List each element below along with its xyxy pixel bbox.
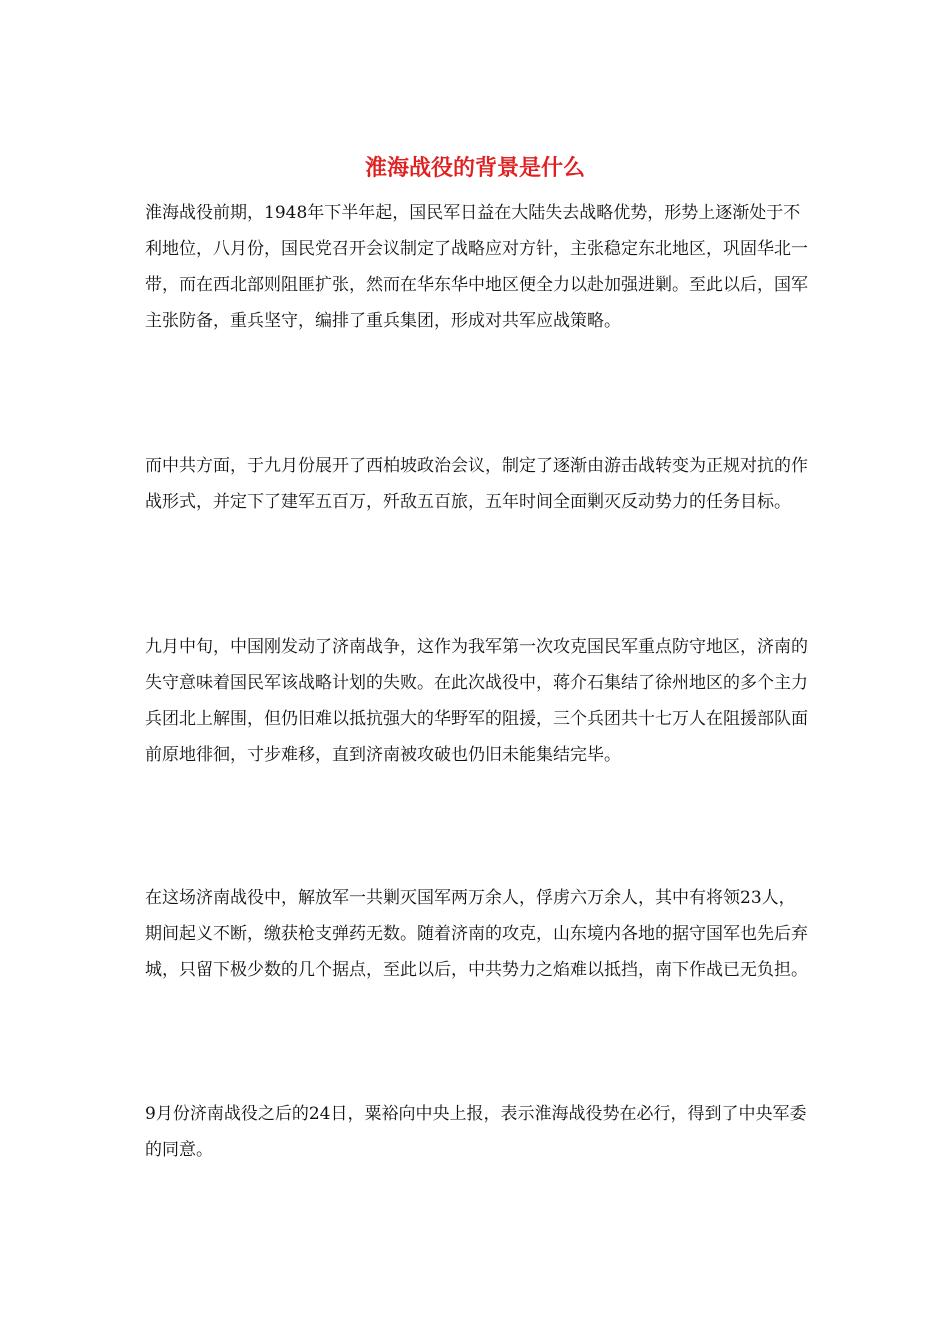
paragraph-3: 九月中旬，中国刚发动了济南战争，这作为我军第一次攻克国民军重点防守地区，济南的失守意味着国民军该战略计划的失败。在此次战役中，蒋介石集结了徐州地区的多个主力兵团北上解围，但仍旧难以抵抗强大的华野军的阻援，三个兵团共十七万人在阻援部队面前原地徘徊，寸步难移，直到济南被攻破也仍旧未能集结完毕。 xyxy=(145,637,808,765)
paragraph-2: 而中共方面，于九月份展开了西柏坡政治会议，制定了逐渐由游击战转变为正规对抗的作战形式，并定下了建军五百万，歼敌五百旅，五年时间全面剿灭反动势力的任务目标。 xyxy=(145,456,808,512)
paragraph-4: 在这场济南战役中，解放军一共剿灭国军两万余人，俘虏六万余人，其中有将领23人，期间起义不断，缴获枪支弹药无数。随着济南的攻克，山东境内各地的据守国军也先后弃城，只留下极少数的几个据点，至此以后，中共势力之焰难以抵挡，南下作战已无负担。 xyxy=(145,888,808,980)
paragraph-1: 淮海战役前期，1948年下半年起，国民军日益在大陆失去战略优势，形势上逐渐处于不利地位，八月份，国民党召开会议制定了战略应对方针，主张稳定东北地区，巩固华北一带，而在西北部则阻匪扩张，然而在华东华中地区便全力以赴加强进剿。至此以后，国军主张防备，重兵坚守，编排了重兵集团，形成对共军应战策略。 xyxy=(145,203,808,331)
paragraph-5: 9月份济南战役之后的24日，粟裕向中央上报，表示淮海战役势在必行，得到了中央军委的同意。 xyxy=(145,1104,807,1160)
document-title: 淮海战役的背景是什么 xyxy=(364,155,585,181)
